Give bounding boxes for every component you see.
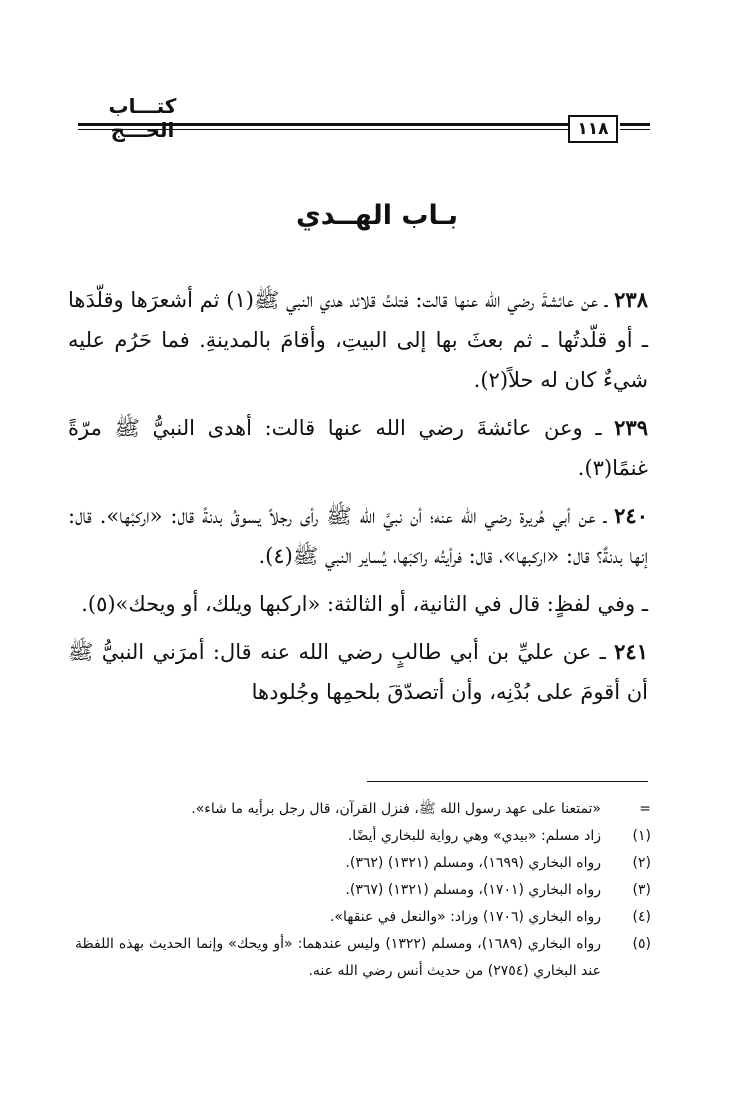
hadith-text: ـ عن عائشةَ رضي الله عنها قالت: فتلتُ قلائد هدي النبي ﷺ(١) ثم أشعرَها وقلّدَها ـ أو قلّدتُها ـ ثم بعثَ بها إلى البيتِ، وأقامَ بالمدينةِ. فما حَرُم عليه شيءٌ كان له حلاً(٢). [68, 288, 648, 392]
footnote-separator [367, 781, 648, 782]
footnote-item [75, 931, 651, 985]
continuation-mark: = [639, 801, 651, 817]
hadith-number: ٢٤٠ [614, 503, 648, 528]
footnote-number: (٢) [632, 855, 651, 871]
footnote-number: (٣) [632, 882, 651, 898]
page-number: ١١٨ [568, 115, 618, 143]
footnote-text: رواه البخاري (١٦٩٩)، ومسلم (١٣٢١) (٣٦٢). [345, 855, 601, 871]
hadith-text: ـ وعن عائشةَ رضي الله عنها قالت: أهدى النبيُّ ﷺ مرّةً غنمًا(٣). [68, 416, 648, 480]
footnote-item [75, 850, 651, 877]
footnote-item [75, 823, 651, 850]
hadith-number: ٢٣٨ [614, 287, 648, 312]
footnote-number: (٥) [632, 936, 651, 952]
footnotes [75, 796, 651, 985]
hadith-text: ـ عن أبي هُريرة رضي الله عنه؛ أن نبيَّ الله ﷺ رأى رجلاً يسوقُ بدنةً قال: «اركبْها». قال: إنها بدنةٌ؟ قال: «اركبها»، قال: فرأيتُه راكبَها، يُساير النبي ﷺ(٤). [68, 504, 648, 568]
hadith-text: ـ وفي لفظٍ: قال في الثانية، أو الثالثة: «اركبها ويلك، أو ويحك»(٥). [81, 592, 648, 616]
footnote-text: «تمتعنا على عهد رسول الله ﷺ، فنزل القرآن، قال رجل برأيه ما شاء». [191, 801, 601, 817]
hadith-number: ٢٤١ [614, 639, 648, 664]
footnote-text: زاد مسلم: «بيدي» وهي رواية للبخاري أيضًا. [347, 828, 601, 844]
footnote-continuation [75, 796, 651, 823]
hadith-paragraph [68, 632, 648, 712]
footnote-number: (١) [632, 828, 651, 844]
footnote-text: رواه البخاري (١٧٠٦) وزاد: «والنعل في عنقها». [329, 909, 601, 925]
header-rule [78, 123, 568, 130]
hadith-paragraph [68, 584, 648, 624]
hadith-paragraph [68, 408, 648, 488]
hadith-number: ٢٣٩ [614, 415, 648, 440]
hadith-text: ـ عن عليِّ بن أبي طالبٍ رضي الله عنه قال: أمرَني النبيُّ ﷺ أن أقومَ على بُدْنِه، وأن أتصدّقَ بلحمِها وجُلودها [68, 640, 648, 704]
footnote-item [75, 904, 651, 931]
running-title: كتـــاب الحـــج [108, 94, 177, 142]
main-text [68, 280, 648, 720]
footnote-text: رواه البخاري (١٦٨٩)، ومسلم (١٣٢٢) وليس عندهما: «أو ويحك» وإنما الحديث بهذه اللفظة عند البخاري (٢٧٥٤) من حديث أنس رضي الله عنه. [75, 936, 602, 979]
footnote-number: (٤) [632, 909, 651, 925]
footnote-item [75, 877, 651, 904]
footnote-text: رواه البخاري (١٧٠١)، ومسلم (١٣٢١) (٣٦٧). [345, 882, 601, 898]
chapter-title: بـاب الهــدي [295, 200, 459, 231]
hadith-paragraph [68, 496, 648, 576]
header-rule-end [620, 123, 650, 130]
hadith-paragraph [68, 280, 648, 400]
